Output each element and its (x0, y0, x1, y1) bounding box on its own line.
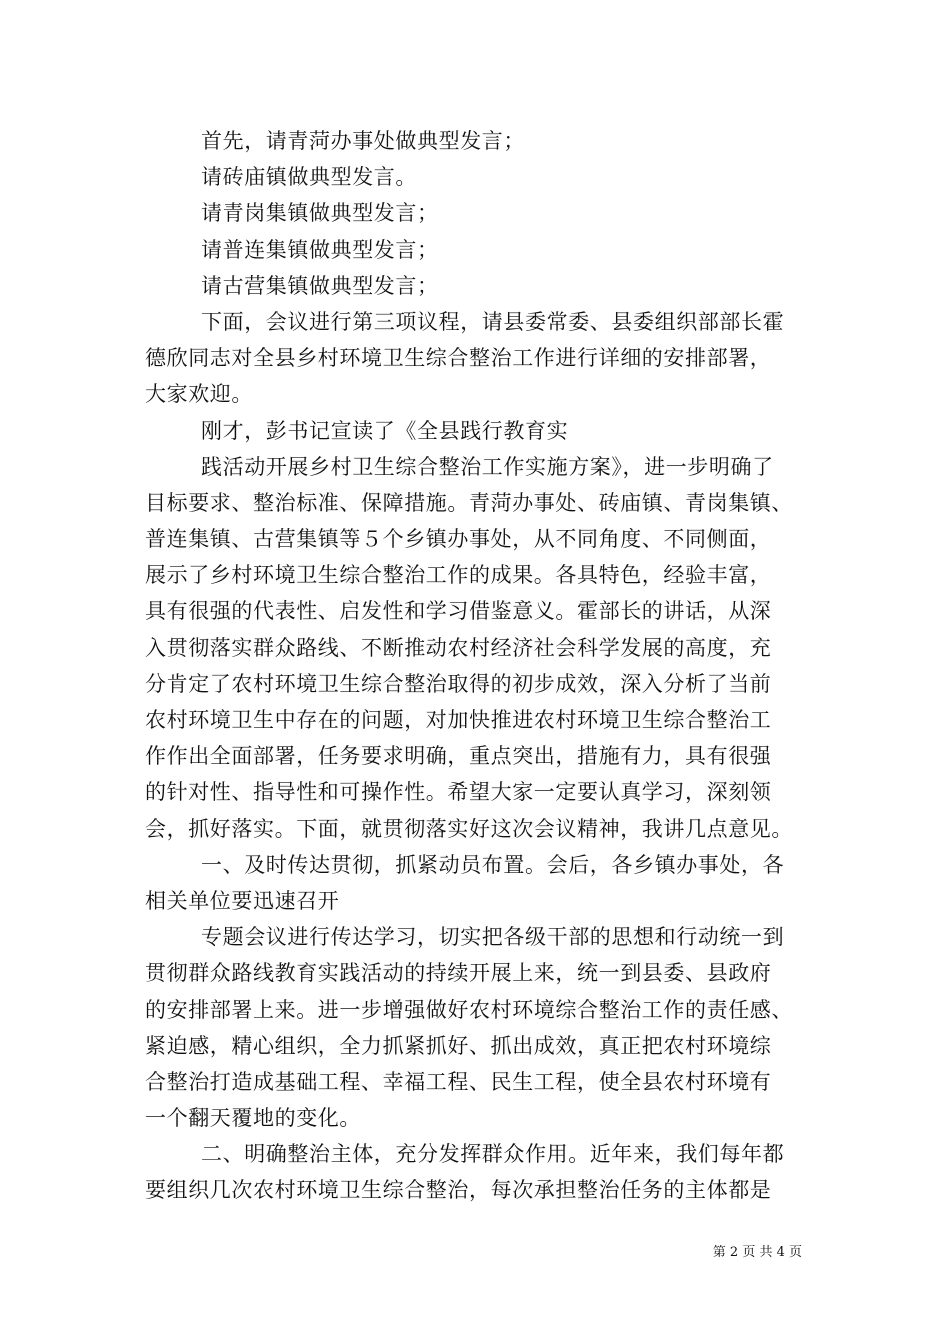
text-line: 目标要求、整治标准、保障措施。青菏办事处、砖庙镇、青岗集镇、 (145, 490, 793, 515)
text-line: 专题会议进行传达学习，切实把各级干部的思想和行动统一到 (201, 925, 785, 950)
text-line: 践活动开展乡村卫生综合整治工作实施方案》，进一步明确了 (201, 454, 774, 479)
text-line: 普连集镇、古营集镇等５个乡镇办事处，从不同角度、不同侧面， (145, 527, 772, 552)
text-line: 的安排部署上来。进一步增强做好农村环境综合整治工作的责任感、 (145, 997, 793, 1022)
text-line: 会，抓好落实。下面，就贯彻落实好这次会议精神，我讲几点意见。 (145, 816, 793, 841)
text-line: 展示了乡村环境卫生综合整治工作的成果。各具特色，经验丰富， (145, 563, 772, 588)
text-line: 贯彻群众路线教育实践活动的持续开展上来，统一到县委、县政府 (145, 961, 772, 986)
text-line: 下面，会议进行第三项议程，请县委常委、县委组织部部长霍 (201, 309, 785, 334)
document-body (145, 123, 810, 1209)
text-line: 请古营集镇做典型发言； (201, 273, 439, 298)
text-line: 入贯彻落实群众路线、不断推动农村经济社会科学发展的高度，充 (145, 635, 772, 660)
text-line: 要组织几次农村环境卫生综合整治，每次承担整治任务的主体都是 (145, 1178, 772, 1203)
text-line: 请砖庙镇做典型发言。 (201, 165, 417, 190)
text-line: 紧迫感，精心组织，全力抓紧抓好、抓出成效，真正把农村环境综 (145, 1033, 772, 1058)
text-line: 分肯定了农村环境卫生综合整治取得的初步成效，深入分析了当前 (145, 671, 772, 696)
text-line: 具有很强的代表性、启发性和学习借鉴意义。霍部长的讲话，从深 (145, 599, 772, 624)
page-number: 第 2 页 共 4 页 (712, 1245, 802, 1260)
text-line: 一、及时传达贯彻，抓紧动员布置。会后，各乡镇办事处，各 (201, 852, 785, 877)
text-line: 大家欢迎。 (145, 382, 253, 407)
text-line: 刚才，彭书记宣读了《全县践行教育实 (201, 418, 569, 443)
text-line: 请普连集镇做典型发言； (201, 237, 439, 262)
text-line: 农村环境卫生中存在的问题，对加快推进农村环境卫生综合整治工 (145, 708, 772, 732)
text-line: 德欣同志对全县乡村环境卫生综合整治工作进行详细的安排部署， (145, 346, 772, 371)
text-line: 的针对性、指导性和可操作性。希望大家一定要认真学习，深刻领 (145, 780, 772, 805)
text-line: 一个翻天覆地的变化。 (145, 1106, 361, 1131)
text-line: 相关单位要迅速召开 (145, 888, 340, 913)
text-line: 作作出全面部署，任务要求明确，重点突出，措施有力，具有很强 (145, 744, 772, 769)
text-line: 合整治打造成基础工程、幸福工程、民生工程，使全县农村环境有 (145, 1069, 772, 1094)
text-line: 二、明确整治主体，充分发挥群众作用。近年来，我们每年都 (201, 1142, 785, 1167)
text-line: 首先，请青菏办事处做典型发言； (201, 129, 525, 153)
text-line: 请青岗集镇做典型发言； (201, 201, 439, 226)
